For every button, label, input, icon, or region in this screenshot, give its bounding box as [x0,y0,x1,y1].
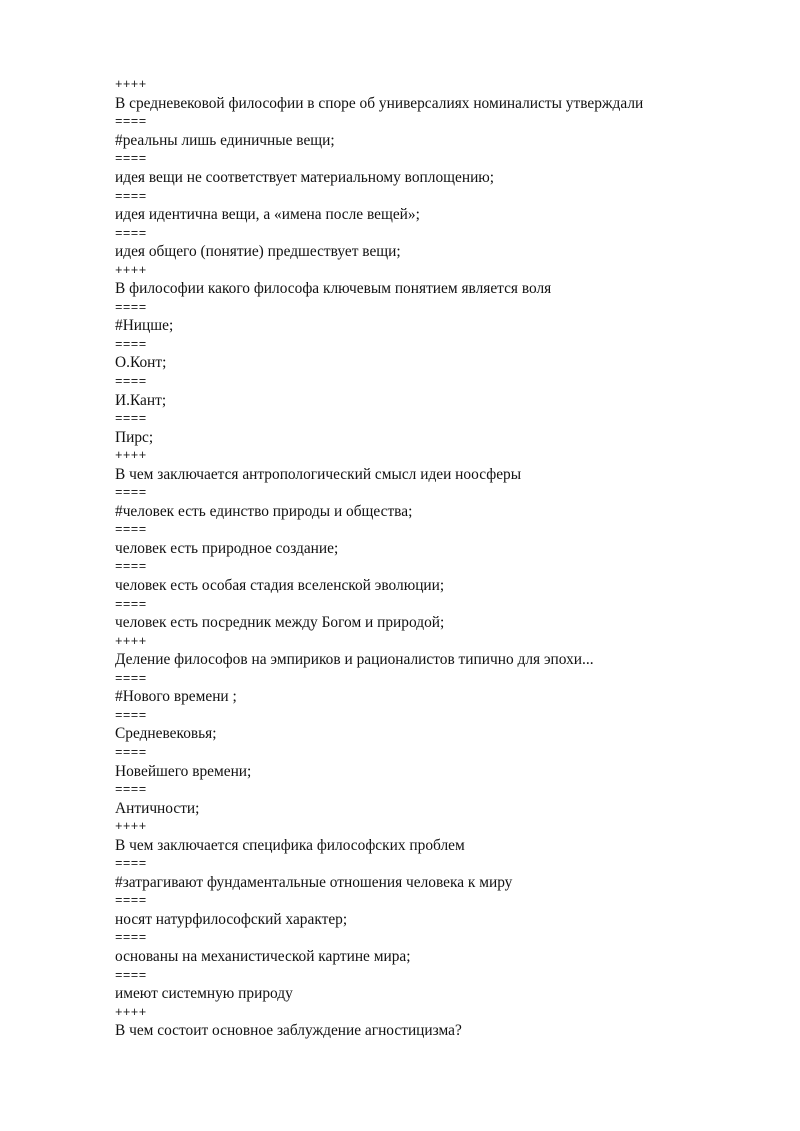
answer-option: основаны на механистической картине мира; [115,947,411,965]
answer-option: идея общего (понятие) предшествует вещи; [115,243,401,261]
question-marker: ++++ [115,263,147,278]
answer-option: Средневековья; [115,725,217,743]
answer-option: человек есть посредник между Богом и природой; [115,614,445,632]
answer-option: И.Кант; [115,391,167,409]
question-text: Деление философов на эмпириков и рационалистов типично для эпохи... [115,651,594,669]
answer-separator: ==== [115,783,147,798]
answer-separator: ==== [115,560,147,575]
answer-option: #человек есть единство природы и общества; [115,502,413,520]
answer-separator: ==== [115,226,147,241]
answer-option: Пирс; [115,428,154,446]
answer-separator: ==== [115,300,147,315]
question-block [115,76,775,261]
answer-separator: ==== [115,597,147,612]
question-text: В философии какого философа ключевым понятием является воля [115,280,552,298]
answer-option: #Ницше; [115,317,174,335]
answer-separator: ==== [115,486,147,501]
answer-separator: ==== [115,189,147,204]
answer-separator: ==== [115,857,147,872]
answer-option: человек есть природное создание; [115,539,339,557]
answer-separator: ==== [115,523,147,538]
answer-separator: ==== [115,931,147,946]
question-marker: ++++ [115,78,147,93]
document-page [115,76,775,1040]
answer-separator: ==== [115,337,147,352]
answer-option: носят натурфилософский характер; [115,910,348,928]
question-block [115,818,775,1003]
question-marker: ++++ [115,1005,147,1020]
answer-option: идея идентична вещи, а «имена после вещей»; [115,206,420,224]
answer-option: О.Конт; [115,354,167,372]
question-block [115,632,775,817]
answer-separator: ==== [115,968,147,983]
question-text: В чем заключается специфика философских проблем [115,836,465,854]
answer-separator: ==== [115,152,147,167]
answer-separator: ==== [115,745,147,760]
answer-option: Античности; [115,799,200,817]
answer-option: идея вещи не соответствует материальному воплощению; [115,169,495,186]
answer-option: имеют системную природу [115,985,293,1003]
answer-separator: ==== [115,894,147,909]
question-text: В средневековой философии в споре об универсалиях номиналисты утверждали [115,94,644,112]
answer-option: #затрагивают фундаментальные отношения человека к миру [115,873,513,891]
answer-separator: ==== [115,375,147,390]
question-marker: ++++ [115,449,147,464]
answer-option: #Нового времени ; [115,688,237,706]
question-block [115,447,775,632]
question-marker: ++++ [115,820,147,835]
question-block [115,261,775,446]
answer-option: человек есть особая стадия вселенской эволюции; [115,577,445,595]
answer-separator: ==== [115,115,147,130]
answer-option: #реальны лишь единичные вещи; [115,131,335,149]
question-text: В чем заключается антропологический смысл идеи ноосферы [115,465,522,483]
question-text: В чем состоит основное заблуждение агностицизма? [115,1022,462,1040]
answer-option: Новейшего времени; [115,762,252,780]
question-block [115,1003,775,1040]
question-marker: ++++ [115,634,147,649]
answer-separator: ==== [115,671,147,686]
answer-separator: ==== [115,412,147,427]
answer-separator: ==== [115,708,147,723]
